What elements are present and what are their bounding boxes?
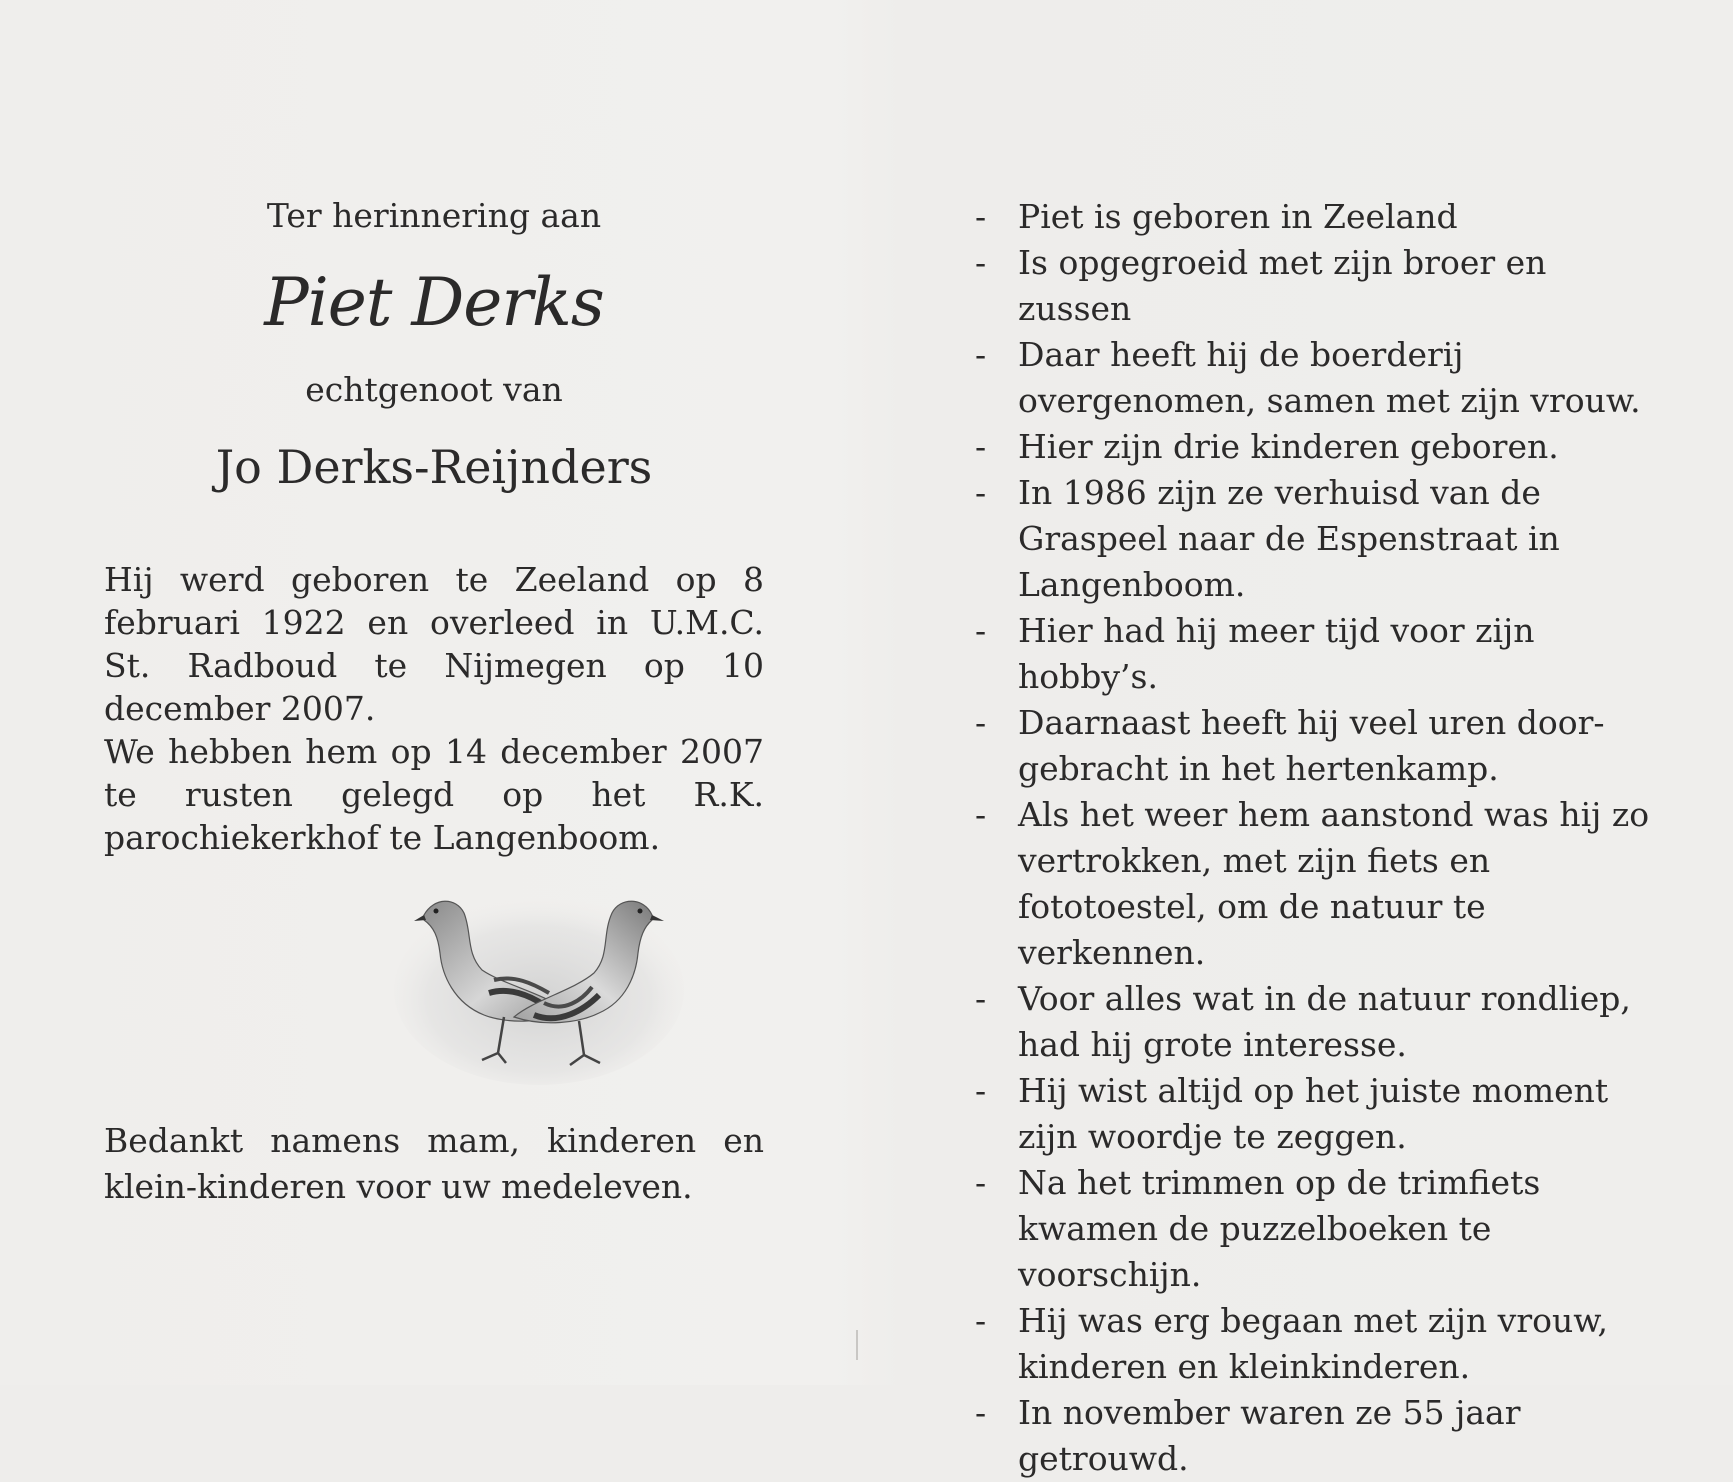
list-item bbox=[975, 470, 1655, 608]
bullet: - bbox=[975, 1393, 987, 1432]
bullet: - bbox=[975, 979, 987, 1018]
list-item-text: Is opgegroeid met zijn broer en zussen bbox=[1018, 243, 1547, 328]
list-item bbox=[975, 700, 1655, 792]
list-item bbox=[975, 976, 1655, 1068]
spouse-name: Jo Derks-Reijnders bbox=[215, 440, 653, 494]
thanks-text: Bedankt namens mam, kinderen en klein-kinderen voor uw medeleven. bbox=[104, 1121, 764, 1206]
relation-text: echtgenoot van bbox=[305, 370, 563, 409]
bullet: - bbox=[975, 1071, 987, 1110]
list-item bbox=[975, 792, 1655, 976]
intro-text: Ter herinnering aan bbox=[266, 196, 602, 235]
bullet: - bbox=[975, 611, 987, 650]
bullet: - bbox=[975, 1301, 987, 1340]
list-item-text: Voor alles wat in de natuur rondliep, had hij grote interesse. bbox=[1018, 979, 1631, 1064]
list-item-text: In november waren ze 55 jaar getrouwd. bbox=[1018, 1393, 1521, 1478]
list-item-text: Na het trimmen op de trimfiets kwamen de puzzelboeken te voorschijn. bbox=[1018, 1163, 1541, 1294]
list-item-text: Als het weer hem aanstond was hij zo vertrokken, met zijn fiets en fototoestel, om de natuur te verkennen. bbox=[1018, 795, 1650, 972]
list-item bbox=[975, 424, 1655, 470]
list-item-text: Hier had hij meer tijd voor zijn hobby’s. bbox=[1018, 611, 1535, 696]
bio-paragraph-birth-death: Hij werd geboren te Zeeland op 8 februari 1922 en overleed in U.M.C. St. Radboud te Nijmegen op 10 december 2007. bbox=[104, 560, 764, 728]
list-item-text: In 1986 zijn ze verhuisd van de Graspeel naar de Espenstraat in Langenboom. bbox=[1018, 473, 1560, 604]
list-item bbox=[975, 1160, 1655, 1298]
bullet: - bbox=[975, 795, 987, 834]
bullet: - bbox=[975, 427, 987, 466]
two-pigeons-icon bbox=[394, 875, 684, 1085]
list-item bbox=[975, 608, 1655, 700]
list-item bbox=[975, 1068, 1655, 1160]
list-item-text: Daar heeft hij de boerderij overgenomen, samen met zijn vrouw. bbox=[1018, 335, 1641, 420]
bullet: - bbox=[975, 703, 987, 742]
biography bbox=[104, 558, 764, 859]
list-item bbox=[975, 240, 1655, 332]
list-item-text: Hij wist altijd op het juiste moment zijn woordje te zeggen. bbox=[1018, 1071, 1609, 1156]
list-item bbox=[975, 332, 1655, 424]
list-item bbox=[975, 194, 1655, 240]
bullet: - bbox=[975, 243, 987, 282]
list-item bbox=[975, 1298, 1655, 1390]
list-item-text: Hij was erg begaan met zijn vrouw, kinderen en kleinkinderen. bbox=[1018, 1301, 1609, 1386]
right-panel bbox=[975, 194, 1655, 1482]
deceased-name: Piet Derks bbox=[264, 264, 604, 341]
bullet: - bbox=[975, 335, 987, 374]
list-item-text: Piet is geboren in Zeeland bbox=[1018, 197, 1458, 236]
list-item-text: Hier zijn drie kinderen geboren. bbox=[1018, 427, 1559, 466]
list-item bbox=[975, 1390, 1655, 1482]
bullet: - bbox=[975, 197, 987, 236]
bullet: - bbox=[975, 473, 987, 512]
list-item-text: Daarnaast heeft hij veel uren door-gebracht in het hertenkamp. bbox=[1018, 703, 1605, 788]
fold-mark bbox=[856, 1330, 858, 1360]
bullet: - bbox=[975, 1163, 987, 1202]
life-events-list bbox=[975, 194, 1655, 1482]
bio-paragraph-burial: We hebben hem op 14 december 2007 te rusten gelegd op het R.K. parochiekerkhof te Langenboom. bbox=[104, 732, 764, 857]
